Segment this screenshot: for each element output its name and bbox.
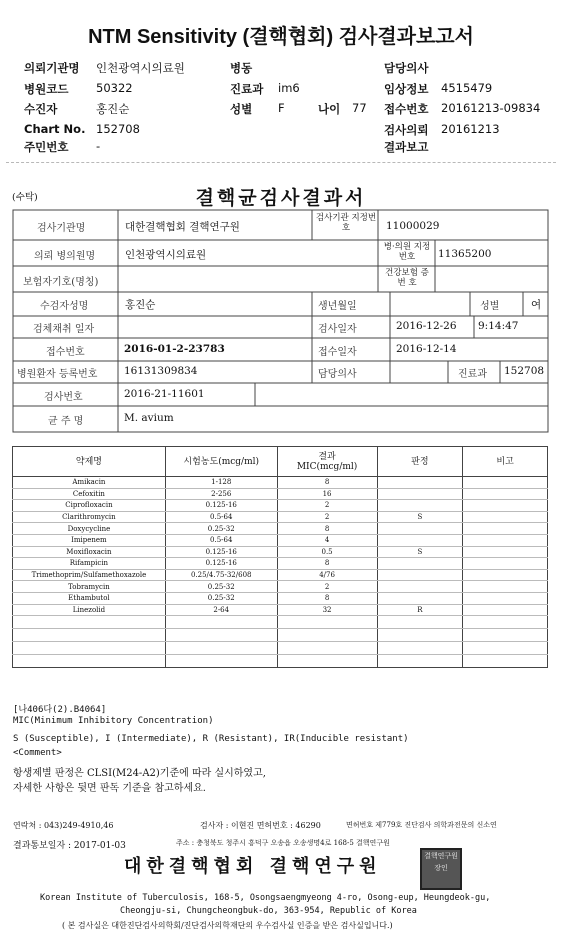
specialist-license: 면허번호 제779호 진단검사 의학과전문의 신소연 bbox=[346, 821, 497, 829]
comment-line-2: 자세한 사항은 뒷면 판독 기준을 참고하세요. bbox=[13, 783, 206, 794]
empty-cell bbox=[377, 616, 463, 629]
table-row bbox=[13, 523, 548, 535]
health-no-label: 건강보험 증 번 호 bbox=[385, 268, 429, 288]
test-range: 0.125-16 bbox=[165, 546, 277, 558]
age-label: 나이 bbox=[318, 102, 341, 116]
patient-name-label: 수검자성명 bbox=[40, 301, 89, 312]
age-value: 77 bbox=[352, 101, 367, 115]
table-row bbox=[13, 581, 548, 593]
institution-value: 인천광역시의료원 bbox=[96, 61, 185, 75]
institution-name-value: 대한결핵협회 결핵연구원 bbox=[125, 221, 240, 233]
drug-name: Amikacin bbox=[13, 477, 166, 489]
mic-value: 8 bbox=[277, 477, 377, 489]
mic-value: 4 bbox=[277, 534, 377, 546]
remark bbox=[463, 604, 548, 616]
empty-row bbox=[13, 629, 548, 642]
test-date-value: 2016-12-26 bbox=[396, 320, 457, 332]
table-row bbox=[13, 488, 548, 500]
table-row bbox=[13, 546, 548, 558]
resident-no-value: - bbox=[96, 139, 101, 153]
test-range: 2-64 bbox=[165, 604, 277, 616]
patient-label: 수진자 bbox=[24, 102, 58, 116]
mic-value: 8 bbox=[277, 592, 377, 604]
table-row bbox=[13, 511, 548, 523]
test-range: 0.25/4.75-32/608 bbox=[165, 569, 277, 581]
form-code: [나406다(2).B4064] bbox=[13, 705, 107, 715]
empty-cell bbox=[13, 629, 166, 642]
empty-cell bbox=[463, 655, 548, 668]
examiner-info: 검사자 : 이현진 면허번호 : 46290 bbox=[200, 821, 321, 830]
table-row bbox=[13, 534, 548, 546]
drug-name: Rifampicin bbox=[13, 558, 166, 570]
accession-value: 20161213-09834 bbox=[441, 101, 541, 115]
interpretation bbox=[377, 592, 463, 604]
empty-cell bbox=[463, 629, 548, 642]
empty-cell bbox=[377, 655, 463, 668]
exam-no-value: 2016-21-11601 bbox=[124, 388, 205, 400]
clinical-info-label: 임상정보 bbox=[384, 82, 429, 96]
organism-label: 균 주 명 bbox=[48, 416, 84, 427]
remark bbox=[463, 581, 548, 593]
hospital-code-value: 50322 bbox=[96, 81, 133, 95]
remark bbox=[463, 569, 548, 581]
institution-no-value: 11000029 bbox=[386, 220, 440, 232]
test-range: 0.125-16 bbox=[165, 558, 277, 570]
empty-cell bbox=[165, 655, 277, 668]
ward-label: 병동 bbox=[230, 61, 253, 75]
test-time-value: 9:14:47 bbox=[478, 320, 519, 332]
exam-no-label: 검사번호 bbox=[44, 392, 83, 403]
comment-line-1: 항생제별 판정은 CLSI(M24-A2)기준에 따라 실시하였고, bbox=[13, 768, 266, 779]
address-english-1: Korean Institute of Tuberculosis, 168-5, Osongsaengmyeong 4-ro, Osong-eup, Heungdeok-gu, bbox=[40, 893, 491, 903]
chart-no-label: Chart No. bbox=[24, 122, 86, 136]
doctor-label: 담당의사 bbox=[384, 61, 429, 75]
table-row bbox=[13, 604, 548, 616]
interpretation bbox=[377, 558, 463, 570]
susceptibility-table bbox=[12, 446, 548, 668]
dept-value: im6 bbox=[278, 81, 300, 95]
drug-name: Trimethoprim/Sulfamethoxazole bbox=[13, 569, 166, 581]
test-date-label: 검사일자 bbox=[318, 324, 357, 335]
test-range: 0.25-32 bbox=[165, 592, 277, 604]
table-row bbox=[13, 558, 548, 570]
empty-cell bbox=[377, 629, 463, 642]
address-korean: 주소 : 충청북도 청주시 흥덕구 오송읍 오송생명4로 168-5 결핵연구원 bbox=[176, 839, 390, 847]
hospital-no-value: 11365200 bbox=[438, 248, 492, 260]
test-range: 0.25-32 bbox=[165, 523, 277, 535]
contact-info: 연락처 : 043)249-4910,46 bbox=[13, 821, 114, 830]
empty-cell bbox=[377, 642, 463, 655]
empty-cell bbox=[277, 642, 377, 655]
drug-name: Imipenem bbox=[13, 534, 166, 546]
empty-cell bbox=[165, 616, 277, 629]
empty-cell bbox=[13, 616, 166, 629]
insurance-label: 보험자기호(명칭) bbox=[23, 277, 99, 288]
organism-value: M. avium bbox=[124, 412, 174, 424]
interpretation: S bbox=[377, 546, 463, 558]
accession-label: 접수번호 bbox=[384, 102, 429, 116]
remark bbox=[463, 523, 548, 535]
page-title: NTM Sensitivity (결핵협회) 검사결과보고서 bbox=[88, 26, 474, 48]
mic-definition: MIC(Minimum Inhibitory Concentration) bbox=[13, 716, 214, 726]
drug-name: Doxycycline bbox=[13, 523, 166, 535]
official-seal: 결핵연구원장인 bbox=[420, 848, 462, 890]
remark bbox=[463, 500, 548, 512]
remark bbox=[463, 546, 548, 558]
interpretation bbox=[377, 523, 463, 535]
empty-cell bbox=[165, 629, 277, 642]
drug-name: Moxifloxacin bbox=[13, 546, 166, 558]
request-date-label: 검사의뢰 bbox=[384, 123, 429, 137]
resident-no-label: 주민번호 bbox=[24, 140, 69, 154]
department-value: 152708 bbox=[504, 365, 545, 377]
mic-value: 8 bbox=[277, 558, 377, 570]
empty-cell bbox=[277, 655, 377, 668]
report-sex-value: 여 bbox=[531, 299, 542, 311]
empty-row bbox=[13, 616, 548, 629]
report-date: 결과통보일자 : 2017-01-03 bbox=[13, 841, 126, 851]
empty-cell bbox=[277, 629, 377, 642]
remark bbox=[463, 558, 548, 570]
empty-row bbox=[13, 655, 548, 668]
hospital-name-label: 의뢰 병의원명 bbox=[34, 251, 96, 262]
institution-name-label: 검사기관명 bbox=[37, 223, 86, 234]
col-remarks: 비고 bbox=[463, 447, 548, 477]
drug-name: Ethambutol bbox=[13, 592, 166, 604]
receive-date-value: 2016-12-14 bbox=[396, 343, 457, 355]
mic-value: 32 bbox=[277, 604, 377, 616]
interpretation bbox=[377, 569, 463, 581]
mic-value: 8 bbox=[277, 523, 377, 535]
drug-name: Ciprofloxacin bbox=[13, 500, 166, 512]
clinical-info-value: 4515479 bbox=[441, 81, 493, 95]
chart-no-value: 152708 bbox=[96, 122, 140, 136]
test-range: 0.5-64 bbox=[165, 534, 277, 546]
remark bbox=[463, 534, 548, 546]
accession-no-value: 2016-01-2-23783 bbox=[124, 343, 225, 355]
comment-heading: <Comment> bbox=[13, 748, 62, 758]
test-range: 0.5-64 bbox=[165, 511, 277, 523]
empty-cell bbox=[165, 642, 277, 655]
interpretation bbox=[377, 581, 463, 593]
sex-label: 성별 bbox=[230, 102, 253, 116]
drug-name: Tobramycin bbox=[13, 581, 166, 593]
mic-value: 2 bbox=[277, 511, 377, 523]
collect-date-label: 검체채취 일자 bbox=[33, 324, 95, 335]
patient-value: 홍진순 bbox=[96, 102, 130, 116]
mic-value: 2 bbox=[277, 581, 377, 593]
hospital-no-label: 병·의원 지정번호 bbox=[383, 242, 431, 262]
address-english-2: Cheongju-si, Chungcheongbuk-do, 363-954, Republic of Korea bbox=[120, 906, 417, 916]
birth-label: 생년월일 bbox=[318, 301, 357, 312]
registration-label: 병원환자 등록번호 bbox=[17, 369, 98, 380]
institution-no-label: 검사기관 지정번호 bbox=[315, 213, 377, 233]
department-label: 진료과 bbox=[458, 369, 487, 380]
empty-cell bbox=[13, 642, 166, 655]
remark bbox=[463, 592, 548, 604]
interpretation bbox=[377, 477, 463, 489]
col-interpretation: 판정 bbox=[377, 447, 463, 477]
request-date-value: 20161213 bbox=[441, 122, 500, 136]
receive-date-label: 접수일자 bbox=[318, 347, 357, 358]
empty-cell bbox=[463, 642, 548, 655]
patient-name-value: 홍진순 bbox=[125, 299, 156, 311]
attending-label: 담당의사 bbox=[318, 369, 357, 380]
certification-note: ( 본 검사실은 대한진단검사의학회/진단검사의학재단의 우수검사실 인증을 받은 검사실입니다.) bbox=[62, 921, 393, 930]
interpretation bbox=[377, 500, 463, 512]
report-date-label: 결과보고 bbox=[384, 140, 429, 154]
empty-cell bbox=[277, 616, 377, 629]
accession-no-label: 접수번호 bbox=[46, 347, 85, 358]
institution-label: 의뢰기관명 bbox=[24, 61, 80, 75]
empty-cell bbox=[13, 655, 166, 668]
remark bbox=[463, 488, 548, 500]
table-row bbox=[13, 500, 548, 512]
interpretation: R bbox=[377, 604, 463, 616]
table-row bbox=[13, 569, 548, 581]
col-mic: 결과 MIC(mcg/ml) bbox=[277, 447, 377, 477]
dept-label: 진료과 bbox=[230, 82, 264, 96]
interpretation: S bbox=[377, 511, 463, 523]
sex-value: F bbox=[278, 101, 285, 115]
test-range: 1-128 bbox=[165, 477, 277, 489]
col-concentration: 시험농도(mcg/ml) bbox=[165, 447, 277, 477]
empty-row bbox=[13, 642, 548, 655]
interpretation bbox=[377, 488, 463, 500]
test-range: 0.25-32 bbox=[165, 581, 277, 593]
interpretation-legend: S (Susceptible), I (Intermediate), R (Resistant), IR(Inducible resistant) bbox=[13, 734, 409, 744]
report-title: 결핵균검사결과서 bbox=[195, 187, 367, 209]
test-range: 2-256 bbox=[165, 488, 277, 500]
organization-name: 대한결핵협회 결핵연구원 bbox=[124, 856, 382, 877]
remark bbox=[463, 511, 548, 523]
remark bbox=[463, 477, 548, 489]
empty-cell bbox=[463, 616, 548, 629]
interpretation bbox=[377, 534, 463, 546]
mic-value: 2 bbox=[277, 500, 377, 512]
table-row bbox=[13, 592, 548, 604]
registration-value: 16131309834 bbox=[124, 365, 198, 377]
mic-value: 16 bbox=[277, 488, 377, 500]
mic-value: 4/76 bbox=[277, 569, 377, 581]
mic-value: 0.5 bbox=[277, 546, 377, 558]
drug-name: Cefoxitin bbox=[13, 488, 166, 500]
col-drug: 약제명 bbox=[13, 447, 166, 477]
drug-name: Clarithromycin bbox=[13, 511, 166, 523]
table-row bbox=[13, 477, 548, 489]
hospital-name-value: 인천광역시의료원 bbox=[125, 249, 207, 261]
test-range: 0.125-16 bbox=[165, 500, 277, 512]
consignment-tag: (수탁) bbox=[12, 192, 38, 203]
report-sex-label: 성별 bbox=[480, 301, 500, 312]
drug-name: Linezolid bbox=[13, 604, 166, 616]
hospital-code-label: 병원코드 bbox=[24, 82, 69, 96]
